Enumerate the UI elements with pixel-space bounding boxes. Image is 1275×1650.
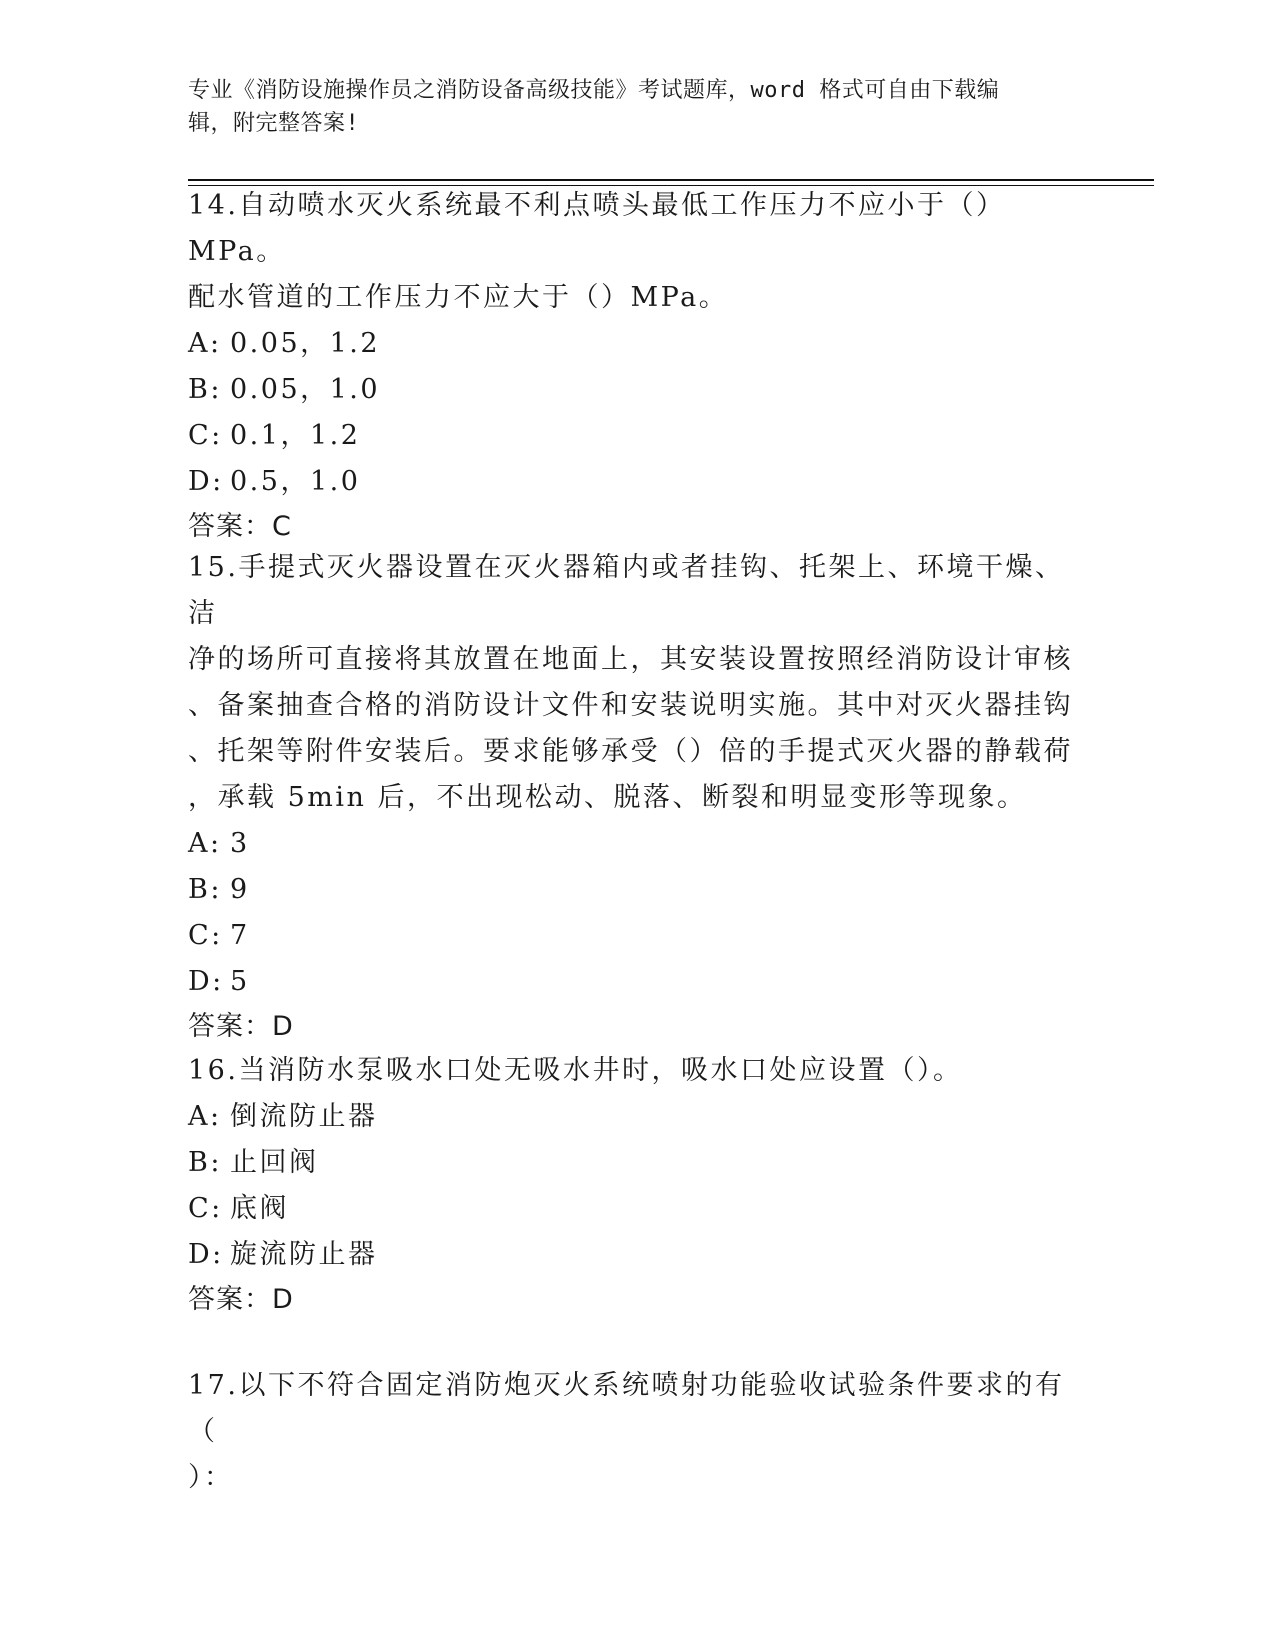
- option-letter: D:: [188, 1239, 224, 1270]
- answer-line: 答案：D: [188, 1011, 294, 1042]
- option-text: 0.05，1.0: [230, 374, 381, 405]
- option-text: 5: [230, 966, 250, 997]
- option-letter: A:: [188, 328, 222, 359]
- question-16: [188, 1048, 1088, 1322]
- option-text: 止回阀: [230, 1147, 319, 1178]
- question-17: [188, 1363, 1088, 1501]
- option-d: [188, 959, 1088, 1005]
- question-stem-line: 净的场所可直接将其放置在地面上，其安装设置按照经消防设计审核: [188, 644, 1073, 675]
- answer-line: 答案：D: [188, 1284, 294, 1315]
- option-a: [188, 321, 1088, 367]
- option-text: 7: [230, 920, 250, 951]
- option-letter: B:: [188, 1147, 222, 1178]
- option-letter: D:: [188, 966, 224, 997]
- option-b: [188, 367, 1088, 413]
- option-letter: A:: [188, 1101, 222, 1132]
- question-stem-line: 16.当消防水泵吸水口处无吸水井时，吸水口处应设置（）。: [188, 1055, 963, 1086]
- question-15: [188, 545, 1088, 1049]
- question-stem-line: 、备案抽查合格的消防设计文件和安装说明实施。其中对灭火器挂钩: [188, 690, 1073, 721]
- option-letter: B:: [188, 874, 222, 905]
- option-text: 倒流防止器: [230, 1101, 378, 1132]
- option-a: [188, 1094, 1088, 1140]
- option-a: [188, 821, 1088, 867]
- option-text: 3: [230, 828, 250, 859]
- question-stem-line: ）：: [188, 1462, 234, 1493]
- option-text: 0.05，1.2: [230, 328, 381, 359]
- option-text: 旋流防止器: [230, 1239, 378, 1270]
- option-letter: C:: [188, 1193, 223, 1224]
- option-b: [188, 1140, 1088, 1186]
- option-text: 9: [230, 874, 250, 905]
- question-stem-line: 14.自动喷水灭火系统最不利点喷头最低工作压力不应小于（）MPa。: [188, 190, 1006, 267]
- question-stem-line: ，承载 5min 后，不出现松动、脱落、断裂和明显变形等现象。: [188, 782, 1027, 813]
- header-line-1: 专业《消防设施操作员之消防设备高级技能》考试题库，word 格式可自由下载编: [188, 78, 1000, 103]
- option-d: [188, 1232, 1088, 1278]
- question-stem-line: 、托架等附件安装后。要求能够承受（）倍的手提式灭火器的静载荷: [188, 736, 1073, 767]
- header-line-2: 辑，附完整答案!: [188, 111, 360, 136]
- header-divider-thick: [188, 179, 1154, 181]
- document-header: [188, 74, 1068, 140]
- option-letter: C:: [188, 920, 223, 951]
- option-letter: D:: [188, 466, 224, 497]
- option-c: [188, 913, 1088, 959]
- option-letter: C:: [188, 420, 223, 451]
- question-stem-line: 15.手提式灭火器设置在灭火器箱内或者挂钩、托架上、环境干燥、洁: [188, 552, 1065, 629]
- option-text: 0.5，1.0: [230, 466, 361, 497]
- option-b: [188, 867, 1088, 913]
- question-14: [188, 183, 1088, 549]
- question-stem-line: 17.以下不符合固定消防炮灭火系统喷射功能验收试验条件要求的有（: [188, 1370, 1065, 1447]
- question-stem-line: 配水管道的工作压力不应大于（）MPa。: [188, 282, 729, 313]
- answer-line: 答案：C: [188, 511, 292, 542]
- option-letter: B:: [188, 374, 222, 405]
- option-text: 底阀: [230, 1193, 289, 1224]
- option-text: 0.1，1.2: [230, 420, 361, 451]
- option-c: [188, 1186, 1088, 1232]
- option-letter: A:: [188, 828, 222, 859]
- option-c: [188, 413, 1088, 459]
- option-d: [188, 459, 1088, 505]
